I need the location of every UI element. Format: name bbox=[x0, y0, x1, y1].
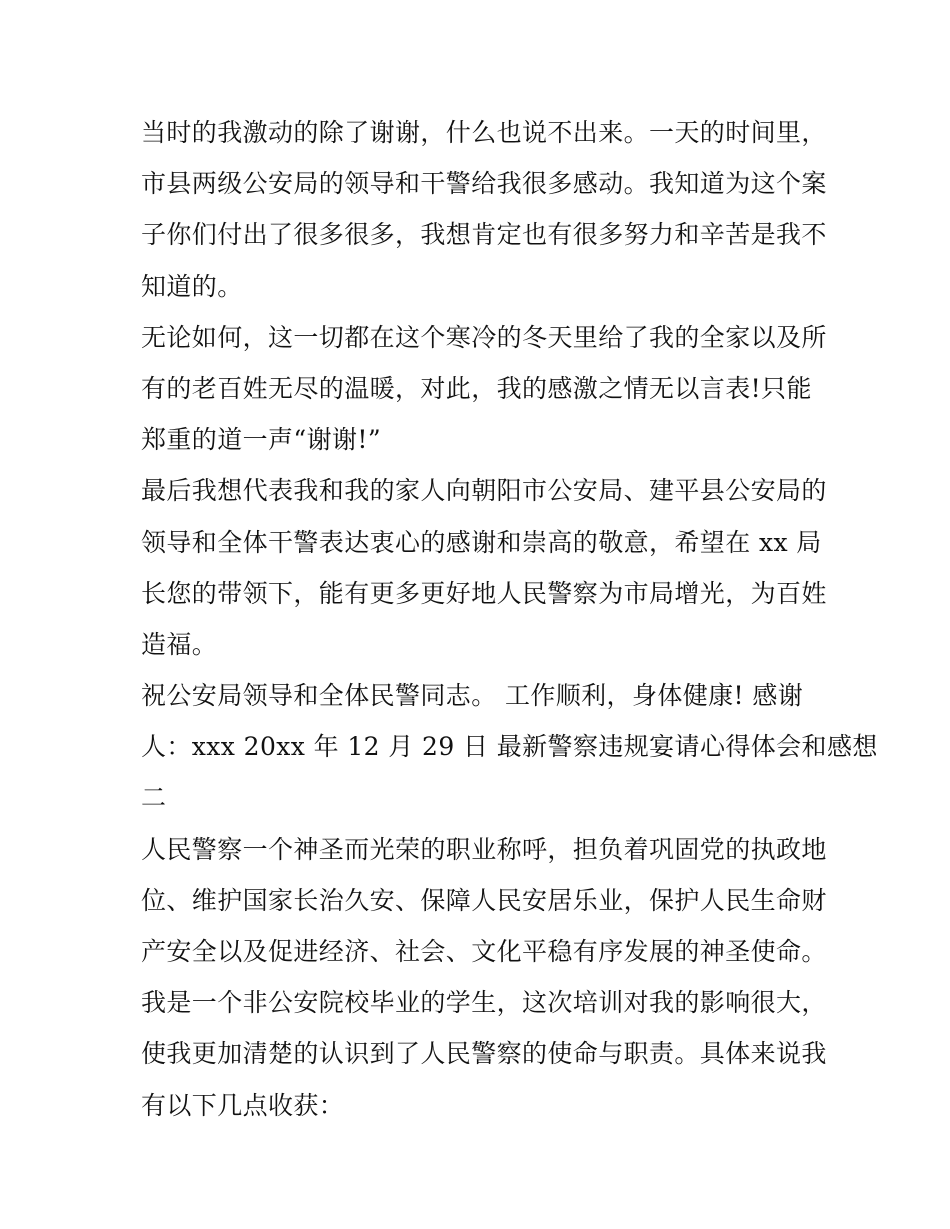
text-line: 最后我想代表我和我的家人向朝阳市公安局、建平县公安局的 bbox=[141, 476, 827, 506]
text-line: 二 bbox=[141, 783, 167, 813]
text-line: 有以下几点收获： bbox=[141, 1090, 345, 1120]
text-line: 长您的带领下，能有更多更好地人民警察为市局增光，为百姓 bbox=[141, 578, 827, 608]
text-line: 子你们付出了很多很多，我想肯定也有很多努力和辛苦是我不 bbox=[141, 220, 827, 250]
text-line: 人民警察一个神圣而光荣的职业称呼，担负着巩固党的执政地 bbox=[141, 834, 827, 864]
text-line: 有的老百姓无尽的温暖，对此，我的感激之情无以言表!只能 bbox=[141, 373, 812, 403]
text-line: 造福。 bbox=[141, 629, 218, 659]
text-line: 使我更加清楚的认识到了人民警察的使命与职责。具体来说我 bbox=[141, 1039, 827, 1069]
text-line: 当时的我激动的除了谢谢，什么也说不出来。一天的时间里， bbox=[141, 118, 827, 147]
text-line: 无论如何，这一切都在这个寒冷的冬天里给了我的全家以及所 bbox=[141, 322, 827, 352]
text-line: 郑重的道一声“谢谢!” bbox=[141, 425, 382, 455]
text-line: 产安全以及促进经济、社会、文化平稳有序发展的神圣使命。 bbox=[141, 937, 827, 966]
text-line: 知道的。 bbox=[141, 271, 243, 301]
text-line: 我是一个非公安院校毕业的学生，这次培训对我的影响很大， bbox=[141, 988, 827, 1018]
text-line: 人：xxx 20xx 年 12 月 29 日 最新警察违规宴请心得体会和感想 bbox=[141, 732, 878, 762]
text-line: 位、维护国家长治久安、保障人民安居乐业，保护人民生命财 bbox=[141, 885, 827, 915]
text-line: 祝公安局领导和全体民警同志。 工作顺利，身体健康! 感谢 bbox=[141, 681, 804, 711]
text-line: 领导和全体干警表达衷心的感谢和崇高的敬意，希望在 xx 局 bbox=[141, 527, 822, 557]
document-body bbox=[141, 107, 878, 1131]
text-line: 市县两级公安局的领导和干警给我很多感动。我知道为这个案 bbox=[141, 169, 827, 199]
